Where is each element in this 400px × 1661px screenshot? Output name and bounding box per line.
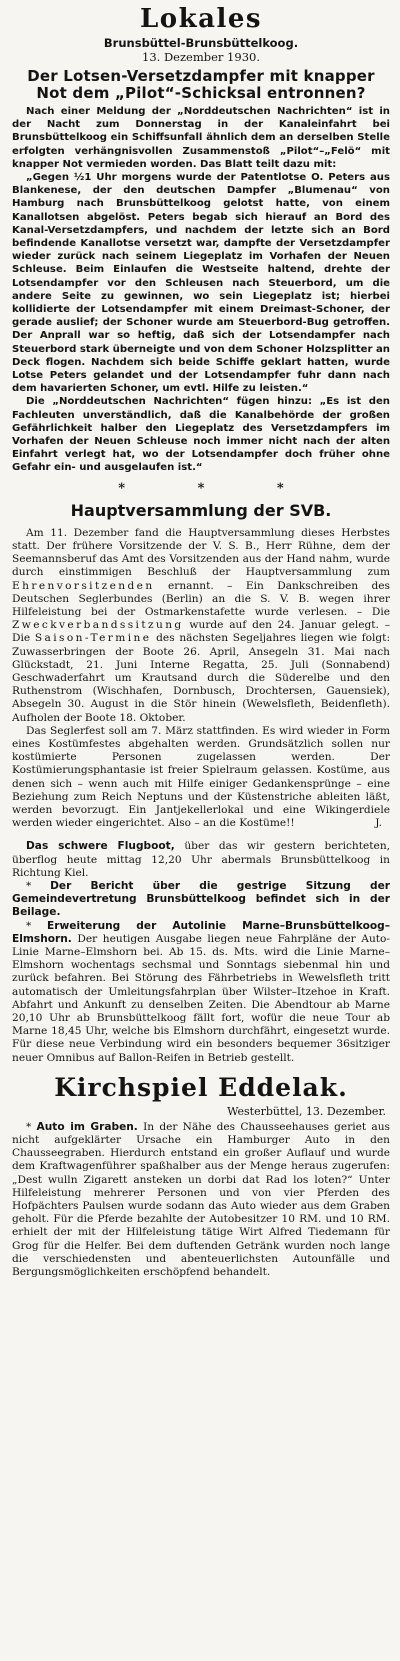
note-gemeindevertretung-lead: Der Bericht über die gestrige Sitzung der Gemeindevertretung Brunsbüttelkoog befindet sich in der Beilage. (12, 879, 390, 919)
article1-addendum: Die „Norddeutschen Nachrichten“ fügen hinzu: „Es ist den Fachleuten unverständlich, daß die Kanalbehörde der großen Gefährlichkeit halber den Liegeplatz des Versetzdampfers im Vorhafen der Neuen Schleuse noch immer nicht nach der alten Einfahrt verlegt hat, wo der Lotsendampfer doch früher ohne Gefahr ein- und ausgelaufen ist.“ (12, 396, 390, 474)
separator-stars-1: * * * (118, 480, 318, 496)
zweckverband: Zweckverbandssitzung (12, 619, 184, 632)
eddelak-dateline: Westerbüttel, 13. Dezember. (227, 1104, 386, 1118)
section-title-eddelak: Kirchspiel Eddelak. (54, 1072, 348, 1102)
note-flugboot (12, 840, 390, 880)
dateline (12, 36, 390, 50)
note-flugboot-text: über das wir gestern berichteten, überflog heute mittag 12,20 Uhr abermals Brunsbüttelkoog in Richtung Kiel. (12, 840, 391, 879)
spacer (12, 830, 390, 840)
note-gemeindevertretung: * Der Bericht über die gestrige Sitzung der Gemeindevertretung Brunsbüttelkoog befindet sich in der Beilage. (12, 879, 390, 919)
article1-intro: Nach einer Meldung der „Norddeutschen Nachrichten“ ist in der Nacht zum Donnerstag in der Kanaleinfahrt bei Brunsbüttelkoog ein Schiffsunfall ähnlich dem an derselben Stelle erfolgten verhängnisvollen Zusammenstoß „Pilot“–„Felö“ mit knapper Not vermieden worden. Das Blatt teilt dazu mit: (12, 106, 390, 170)
article2-p1-b: ernannt. – Ein Dankschreiben des Deutschen Seglerbundes (Berlin) an die S. V. B. wegen ihrer Hilfeleistung bei der Ostmarkenstafette wurde verlesen. – Die (12, 579, 390, 618)
note-autolinie-lead: Erweiterung der Autolinie Marne–Brunsbüttelkoog–Elmshorn. (12, 919, 391, 945)
article2-p1-c: wurde auf den 24. Januar gelegt. – Die (12, 619, 390, 645)
note-auto-text: In der Nähe des Chausseehauses geriet aus nicht aufgeklärter Ursache ein Hamburger Auto in den Chausseegraben. Hierdurch entstand ein großer Auflauf und wurde dem Kraftwagenführer spaßhalber aus der Menge heraus zugerufen: „Dest wulln Zigarett ansteken un dorbi dat Rad los loten?“ Unter Hilfeleistung mehrerer Personen und von vier Pferden des Hofpächters Paulsen wurde sodann das Auto wieder aus dem Graben geholt. Für die Pferde bezahlte der Autobesitzer 10 RM. und 10 RM. erhielt der mit der Hilfeleistung tätige Wirt Alfred Tiedemann für Grog für die Helfer. Bei dem duftenden Getränk wurden noch lange die verschiedensten und abenteuerlichsten Autounfälle und Bergungsmöglichkeiten erschöpfend behandelt. (12, 1120, 390, 1279)
article2-paragraph2: Das Seglerfest soll am 7. März stattfinden. Es wird wieder in Form eines Kostümfestes abgehalten werden. Grundsätzlich sollen nur kostümierte Personen zugelassen werden. Der Kostümierungsphantasie ist freier Spielraum gelassen. Kostüme, aus denen sich – wenn auch mit Hilfe einiger Gedankensprünge – eine Beziehung zum Reich Neptuns und der Küstenstriche ableiten läßt, werden bevorzugt. Ein Jantjekellerlokal und eine Wikingerdiele werden wieder eingerichtet. Also – an die Kostüme!! (12, 724, 390, 830)
note-flugboot-lead: Das schwere Flugboot, (26, 840, 175, 853)
note-autolinie-text: Der heutigen Ausgabe liegen neue Fahrpläne der Auto-Linie Marne–Elmshorn bei. Ab 15. ds. Mts. wird die Linie Marne–Elmshorn wochentags sechsmal und Sonntags siebenmal hin und zurück befahren. Bei Störung des Fährbetriebs in Wewelsfleth tritt automatisch der Umleitungsfahrplan über Wilster–Itzehoe in Kraft. Abfahrt und Ankunft zu denselben Zeiten. Die Abendtour ab Marne 20,10 Uhr ab Brunsbüttelkoog fällt fort, wofür die neue Tour ab Marne 18,45 Uhr, welche bis Elmshorn durchfährt, eingesetzt wurde. Für diese neue Verbindung wird ein besonders bequemer 36sitziger neuer Omnibus auf Ballon-Reifen in Betrieb gestellt. (12, 932, 390, 1064)
article2-p1-a: Am 11. Dezember fand die Hauptversammlung dieses Herbstes statt. Der frühere Vorsitzende der V. S. B., Herr Rühne, dem der Seemannsberuf das Amt des Vorsitzenden aus der Hand nahm, wurde durch einstimmigen Beschluß der Hauptversammlung zum (12, 526, 390, 579)
note-auto-im-graben: * Auto im Graben. In der Nähe des Chausseehauses geriet aus nicht aufgeklärter Ursache ein Hamburger Auto in den Chausseegraben. Hierdurch entstand ein großer Auflauf und wurde dem Kraftwagenführer spaßhalber aus der Menge heraus zugerufen: „Dest wulln Zigarett ansteken un dorbi dat Rad los loten?“ Unter Hilfeleistung mehrerer Personen und von vier Pferden des Hofpächters Paulsen wurde sodann das Auto wieder aus dem Graben geholt. Für die Pferde bezahlte der Autobesitzer 10 RM. und 10 RM. erhielt der mit der Hilfeleistung tätige Wirt Alfred Tiedemann für Grog für die Helfer. Bei dem duftenden Getränk wurden noch lange die verschiedensten und abenteuerlichsten Autounfälle und Bergungsmöglichkeiten erschöpfend behandelt. (12, 1120, 390, 1279)
honorary-chairman: Ehrenvorsitzenden (12, 579, 155, 592)
saison-termine: Saison-Termine (34, 632, 152, 645)
article2-p1-d: des nächsten Segeljahres liegen wie folgt: Zuwasserbringen der Boote 26. April, Ansegeln 31. Mai nach Glückstadt, 21. Juni Interne Regatta, 25. Juli (Sonnabend) Geschwaderfahrt um Krautsand durch die Süderelbe und den Ruthenstrom (Wischhafen, Dornbusch, Drochtersen, Gauensiek), Absegeln 30. August in die Stör hinein (Wewelsfleth, Beidenfleth). Aufholen der Boote 18. Oktober. (12, 632, 391, 724)
article1-headline: Der Lotsen-Versetzdampfer mit knapper Not dem „Pilot“-Schicksal entronnen? (27, 67, 375, 102)
article2-signature: J. (375, 817, 382, 830)
note-autolinie: * Erweiterung der Autolinie Marne–Brunsbüttelkoog–Elmshorn. Der heutigen Ausgabe liegen neue Fahrpläne der Auto-Linie Marne–Elmshorn bei. Ab 15. ds. Mts. wird die Linie Marne–Elmshorn wochentags sechsmal und Sonntags siebenmal hin und zurück befahren. Bei Störung des Fährbetriebs in Wewelsfleth tritt automatisch der Umleitungsfahrplan über Wilster–Itzehoe in Kraft. Abfahrt und Ankunft zu denselben Zeiten. Die Abendtour ab Marne 20,10 Uhr ab Brunsbüttelkoog fällt fort, wofür die neue Tour ab Marne 18,45 Uhr, welche bis Elmshorn durchfährt, eingesetzt wurde. Für diese neue Verbindung wird ein besonders bequemer 36sitziger neuer Omnibus auf Ballon-Reifen in Betrieb gestellt. (12, 919, 391, 1064)
dateline-place: Brunsbüttel-Brunsbüttelkoog. (103, 36, 299, 50)
article2-headline: Hauptversammlung der SVB. (70, 500, 332, 520)
dateline-date: 13. Dezember 1930. (142, 50, 260, 64)
article1-quote: „Gegen ½1 Uhr morgens wurde der Patentlotse O. Peters aus Blankenese, der den deutschen Dampfer „Blumenau“ von Hamburg nach Brunsbüttelkoog gelotst hatte, von einem Kanallotsen abgelöst. Peters begab sich hierauf an Bord des Kanal-Versetzdampfers, und nachdem der letzte sich an Bord befindende Kanallotse versetzt war, dampfte der Versetzdampfer wieder zurück nach seinem Liegeplatz im Vorhafen der Neuen Schleuse. Beim Einlaufen die Westseite haltend, drehte der Lotsendampfer vor den Schleusen nach Steuerbord, um die andere Seite zu gewinnen, wo sein Liegeplatz ist; hierbei kollidierte der Lotsendampfer mit einem Dreimast-Schoner, der gerade auslief; der Schoner wurde am Steuerbord-Bug getroffen. Der Anprall war so heftig, daß sich der Lotsendampfer nach Steuerbord stark überneigte und von dem Schoner Holzsplitter an Deck flogen. Nachdem sich beide Schiffe geklart hatten, wurde Lotse Peters gelandet und der Lotsendampfer fuhr dann nach dem havarierten Schoner, um evtl. Hilfe zu leisten.“ (12, 172, 390, 395)
article2-paragraph1 (12, 527, 390, 725)
section-title-lokales: Lokales (139, 4, 263, 34)
note-auto-lead: Auto im Graben. (36, 1120, 138, 1133)
